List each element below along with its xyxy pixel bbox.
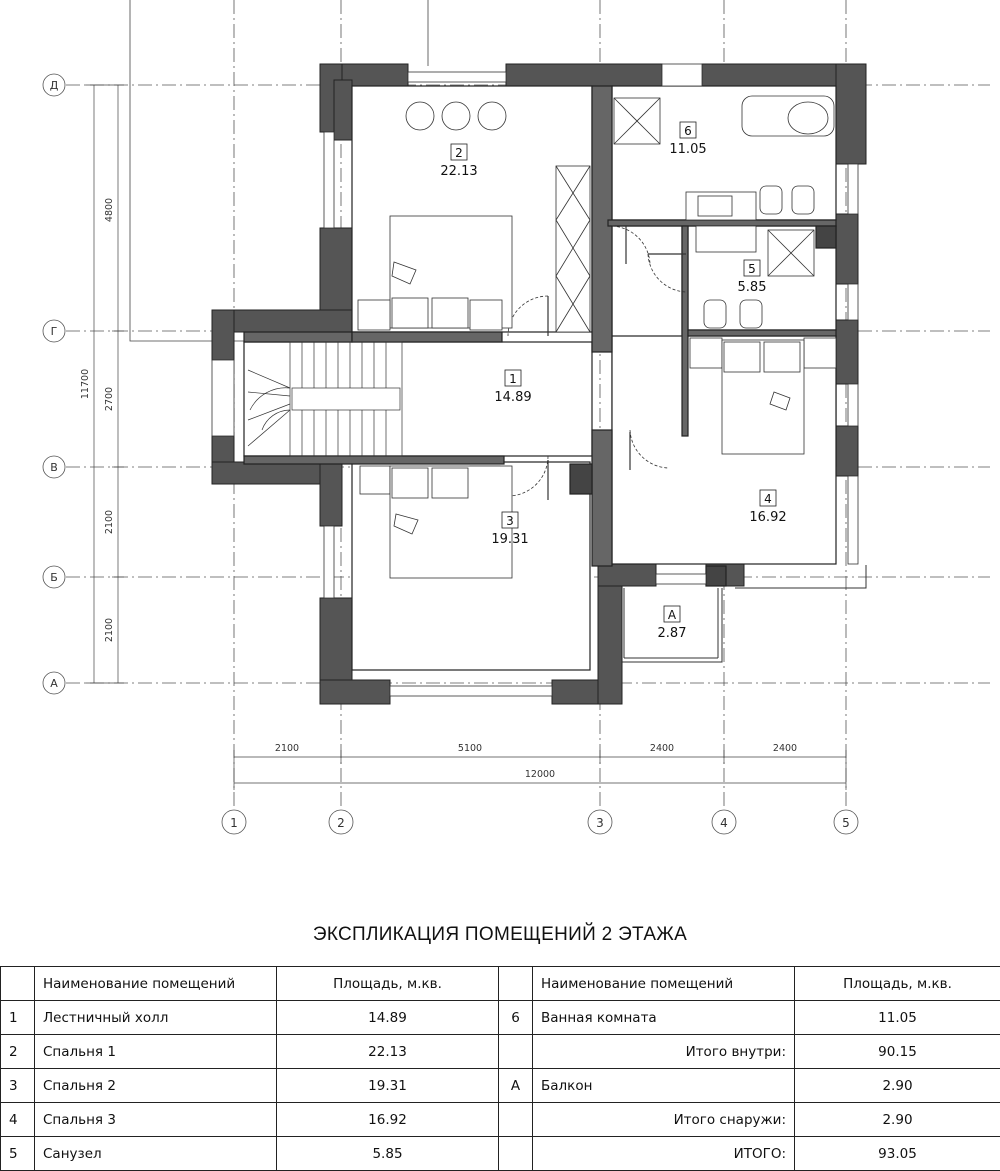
row-marker-g (43, 320, 65, 342)
dim-left-2: 2700 (104, 387, 115, 411)
svg-text:2.87: 2.87 (658, 626, 687, 641)
row-axis-markers (43, 74, 65, 694)
dim-left-total: 11700 (80, 369, 91, 399)
row-num: 5 (1, 1137, 35, 1171)
svg-text:3: 3 (596, 816, 604, 830)
left-dimension-chain (86, 85, 124, 683)
table-row (1, 1035, 1000, 1069)
row-name: Ванная комната (533, 1001, 795, 1035)
header-num-right (499, 967, 533, 1001)
col-marker-4 (712, 810, 736, 834)
col-marker-3 (588, 810, 612, 834)
row-marker-v (43, 456, 65, 478)
dim-bottom-1: 2100 (275, 743, 299, 754)
table-row (1, 1103, 1000, 1137)
row-subtotal-label: Итого снаружи: (533, 1103, 795, 1137)
table-row (1, 1001, 1000, 1035)
explication-title: ЭКСПЛИКАЦИЯ ПОМЕЩЕНИЙ 2 ЭТАЖА (0, 924, 1000, 946)
dim-left-3: 2100 (104, 510, 115, 534)
table-row (1, 1137, 1000, 1171)
svg-text:14.89: 14.89 (494, 390, 531, 405)
svg-text:2: 2 (337, 816, 345, 830)
col-marker-2 (329, 810, 353, 834)
svg-text:5.85: 5.85 (738, 280, 767, 295)
svg-text:А: А (50, 677, 58, 690)
header-area-right: Площадь, м.кв. (795, 967, 1000, 1001)
svg-text:11.05: 11.05 (669, 142, 706, 157)
svg-text:1: 1 (230, 816, 238, 830)
row-area: 22.13 (277, 1035, 499, 1069)
svg-text:2: 2 (455, 146, 463, 160)
row-num: 4 (1, 1103, 35, 1137)
row-area: 5.85 (277, 1137, 499, 1171)
row-area: 90.15 (795, 1035, 1000, 1069)
explication-table (0, 966, 1000, 1171)
svg-text:19.31: 19.31 (491, 532, 528, 547)
table-row (1, 1069, 1000, 1103)
column-axis-markers (222, 810, 858, 834)
row-name: Лестничный холл (35, 1001, 277, 1035)
svg-text:А: А (668, 608, 677, 622)
row-name: Спальня 2 (35, 1069, 277, 1103)
row-num: А (499, 1069, 533, 1103)
col-marker-5 (834, 810, 858, 834)
row-area: 93.05 (795, 1137, 1000, 1171)
row-name: Спальня 3 (35, 1103, 277, 1137)
svg-text:5: 5 (748, 262, 756, 276)
svg-text:Г: Г (51, 325, 58, 338)
row-marker-b (43, 566, 65, 588)
header-num-left (1, 967, 35, 1001)
table-header-row (1, 967, 1000, 1001)
row-area: 19.31 (277, 1069, 499, 1103)
svg-text:4: 4 (764, 492, 772, 506)
row-total-label: ИТОГО: (533, 1137, 795, 1171)
dim-bottom-3: 2400 (650, 743, 674, 754)
dim-bottom-total: 12000 (525, 769, 555, 780)
row-subtotal-label: Итого внутри: (533, 1035, 795, 1069)
row-area: 2.90 (795, 1069, 1000, 1103)
row-num: 3 (1, 1069, 35, 1103)
col-marker-1 (222, 810, 246, 834)
row-area: 2.90 (795, 1103, 1000, 1137)
row-name: Санузел (35, 1137, 277, 1171)
left-dimension-labels (80, 198, 115, 642)
row-num (499, 1137, 533, 1171)
svg-text:1: 1 (509, 372, 517, 386)
row-num: 2 (1, 1035, 35, 1069)
row-marker-a (43, 672, 65, 694)
row-name: Балкон (533, 1069, 795, 1103)
svg-text:3: 3 (506, 514, 514, 528)
header-area-left: Площадь, м.кв. (277, 967, 499, 1001)
row-num: 1 (1, 1001, 35, 1035)
row-name: Спальня 1 (35, 1035, 277, 1069)
row-num: 6 (499, 1001, 533, 1035)
row-area: 14.89 (277, 1001, 499, 1035)
dim-bottom-4: 2400 (773, 743, 797, 754)
svg-text:16.92: 16.92 (749, 510, 786, 525)
room-tag-balcony (658, 606, 687, 641)
dim-left-1: 4800 (104, 198, 115, 222)
row-num (499, 1103, 533, 1137)
svg-text:5: 5 (842, 816, 850, 830)
balcony-outline (620, 588, 722, 662)
bottom-dimension-labels (275, 743, 797, 780)
header-name-left: Наименование помещений (35, 967, 277, 1001)
row-area: 16.92 (277, 1103, 499, 1137)
dim-left-4: 2100 (104, 618, 115, 642)
row-num (499, 1035, 533, 1069)
svg-text:6: 6 (684, 124, 692, 138)
svg-text:4: 4 (720, 816, 728, 830)
row-marker-d (43, 74, 65, 96)
svg-text:В: В (50, 461, 58, 474)
svg-text:Д: Д (50, 79, 59, 92)
row-area: 11.05 (795, 1001, 1000, 1035)
header-name-right: Наименование помещений (533, 967, 795, 1001)
dim-bottom-2: 5100 (458, 743, 482, 754)
svg-text:Б: Б (50, 571, 58, 584)
svg-text:22.13: 22.13 (440, 164, 477, 179)
